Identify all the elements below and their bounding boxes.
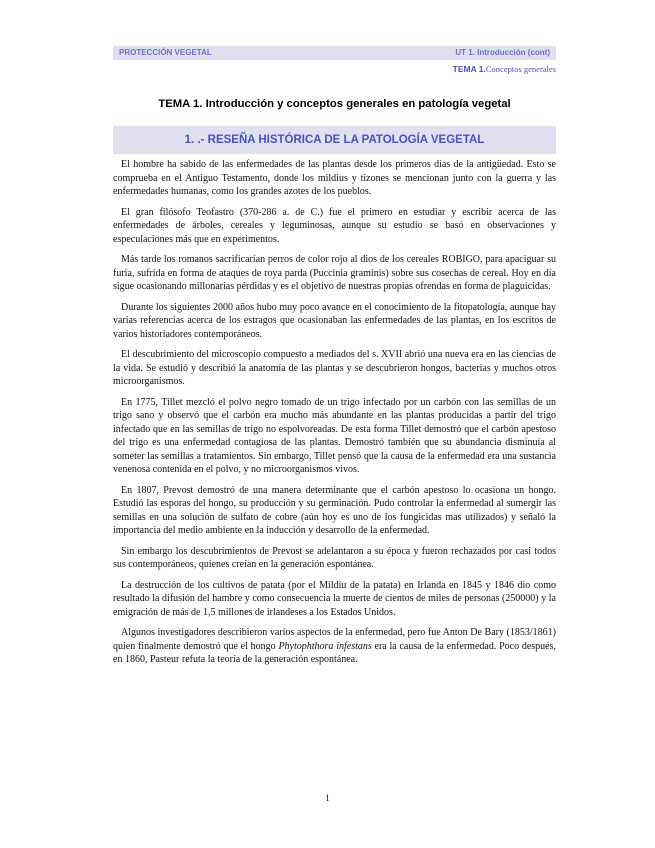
header-topic-name: Conceptos generales — [485, 64, 556, 74]
header-topic — [453, 64, 556, 74]
paragraph: Sin embargo los descubrimientos de Prevost se adelantaron a su época y fueron rechazados por casi todos sus contemporáneos, quienes creían en la generación espontánea. — [113, 545, 556, 570]
header-course-title: PROTECCIÓN VEGETAL — [119, 48, 212, 57]
paragraph: La destrucción de los cultivos de patata (por el Mildiu de la patata) en Irlanda en 1845 y 1846 dio como resultado la difusión del hambre y como consecuencia la muerte de cientos de miles de personas (250000) y la emigración de más de 1,5 millones de irlandeses a los Estados Unidos. — [113, 579, 556, 618]
header-topic-number: TEMA 1. — [452, 64, 486, 74]
paragraph: El descubrimiento del microscopio compuesto a mediados del s. XVII abrió una nueva era en las ciencias de la vida. Se estudió y describió la anatomía de las plantas y se descubrieron hongos, bacterias y muchos otros microorganismos. — [113, 349, 556, 387]
paragraph: Más tarde los romanos sacrificarían perros de color rojo al dios de los cereales ROBIGO, para apaciguar su furia, sufrida en forma de ataques de roya parda (Puccinia graminis) sobre sus cosechas de cereal. Hoy en día sigue ocasionando millonarias pérdidas y es el objetivo de nuestras propias ofrendas en forma de plaguicidas. — [113, 254, 556, 292]
page-number: 1 — [325, 793, 330, 803]
body-text — [113, 158, 556, 674]
running-header — [113, 46, 556, 60]
paragraph: El gran filósofo Teofastro (370-286 a. de C.) fue el primero en estudiar y escribir acerca de las enfermedades de árboles, cereales y leguminosas, aunque su estudio se basó en observaciones y especulaciones más que en experimentos. — [113, 206, 556, 245]
paragraph-last — [113, 626, 556, 667]
paragraph: En 1775, Tillet mezcló el polvo negro tomado de un trigo infectado por un carbón con las semillas de un trigo sano y observó que el carbón era mucho más abundante en las plantas producidas a partir del trigo infectado que en las semillas de trigo no espolvoreadas. De esta forma Tillet demostró que el carbón apestoso del trigo es una enfermedad contagiosa de las plantas. Demostró también que su abundancia disminuía al someter las semillas a tratamientos. Sin embargo, Tillet pensó que la causa de la enfermedad era una sustancia venenosa contenida en el polvo, y no microorganismos vivos. — [113, 396, 556, 475]
paragraph-text: Algunos investigadores describieron varios aspectos de la enfermedad, pero fue Anton De Bary (1853/1861) quien finalmente demostró que el hongo — [113, 627, 556, 652]
paragraph-text: era la causa de la enfermedad. Poco después, en 1860, Pasteur refuta la teoría de la generación espontánea. — [113, 640, 557, 665]
paragraph: El hombre ha sabido de las enfermedades de las plantas desde los primeros días de la antigüedad. Esto se comprueba en el Antiguo Testamento, donde los mildius y tizones se mencionan junto con la guerra y las enfermedades humanas, como los grandes azotes de los pueblos. — [113, 159, 556, 197]
species-name: Phytophthora infestans — [278, 640, 372, 652]
document-title: TEMA 1. Introducción y conceptos generales en patología vegetal — [158, 98, 511, 110]
section-heading: 1. .- RESEÑA HISTÓRICA DE LA PATOLOGÍA VEGETAL — [113, 126, 556, 154]
paragraph: En 1807, Prevost demostró de una manera determinante que el carbón apestoso lo ocasiona un hongo. Estudió las esporas del hongo, su producción y su germinación. Pudo controlar la enfermedad al sumergir las semillas en una solución de sulfato de cobre (aún hoy es uno de los fungicidas mas utilizados) y señaló la importancia del medio ambiente en la inducción y desarrollo de la enfermedad. — [113, 484, 556, 536]
paragraph: Durante los siguientes 2000 años hubo muy poco avance en el conocimiento de la fitopatología, aunque hay varias referencias acerca de los estragos que ocasionaban las enfermedades de las plantas, en los escritos de varios historiadores contemporáneos. — [113, 301, 556, 340]
header-unit-title: UT 1. Introducción (cont) — [455, 48, 550, 57]
